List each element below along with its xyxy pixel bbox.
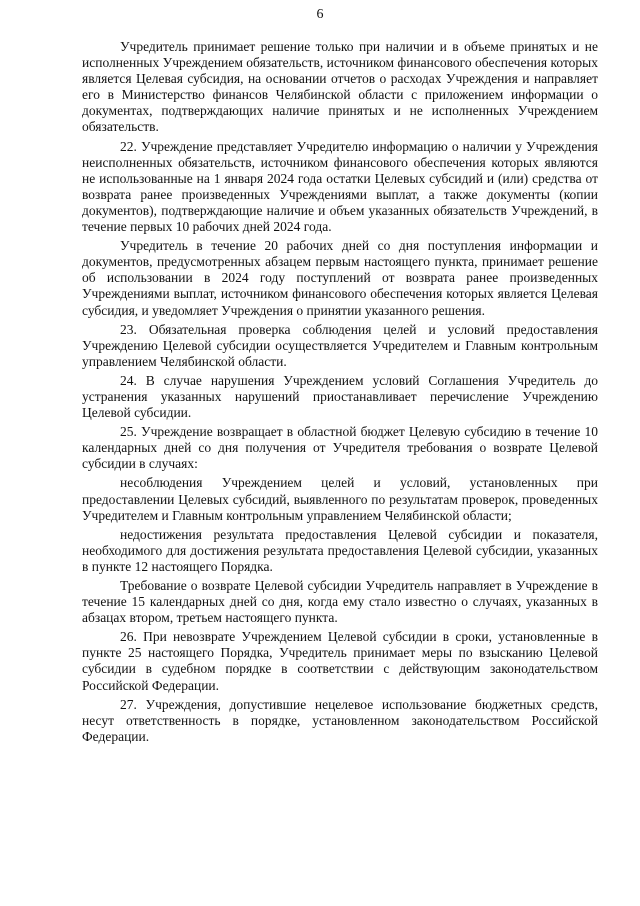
paragraph-item-27: 27. Учреждения, допустившие нецелевое использование бюджетных средств, несут ответственность в порядке, установленном законодательством Российской Федерации. <box>82 696 598 744</box>
paragraph-item-25-case-noncompliance: несоблюдения Учреждением целей и условий, установленных при предоставлении Целевых субсидий, выявленного по результатам проверок, проведенных Учредителем и Главным контрольным управлением Челябинской области; <box>82 475 598 523</box>
paragraph-item-25-demand: Требование о возврате Целевой субсидии Учредитель направляет в Учреждение в течение 15 календарных дней со дня, когда ему стало известно о случаях, указанных в абзацах втором, третьем настоящего пункта. <box>82 578 598 626</box>
paragraph-item-26: 26. При невозврате Учреждением Целевой субсидии в сроки, установленные в пункте 25 настоящего Порядка, Учредитель принимает меры по взысканию Целевой субсидии в судебном порядке в соответствии с действующим законодательством Российской Федерации. <box>82 629 598 693</box>
paragraph-decision-obligations: Учредитель принимает решение только при наличии и в объеме принятых и не исполненных Учреждением обязательств, источником финансового обеспечения которых является Целевая субсидия, на основании отчетов о расходах Учреждения и направляет его в Министерство финансов Челябинской области с приложением информации о документах, подтверждающих наличие принятых и не исполненных Учреждением обязательств. <box>82 39 598 135</box>
page-number: 6 <box>316 7 324 22</box>
paragraph-item-25-case-nonachievement: недостижения результата предоставления Целевой субсидии и показателя, необходимого для достижения результата предоставления Целевой субсидии, указанных в пункте 12 настоящего Порядка. <box>82 526 598 574</box>
document-body <box>82 39 598 748</box>
paragraph-item-22: 22. Учреждение представляет Учредителю информацию о наличии у Учреждения неисполненных обязательств, источником финансового обеспечения которых являются не использованные на 1 января 2024 года остатки Целевых субсидий и (или) средства от возврата ранее произведенных Учреждениями выплат, а также документы (копии документов), подтверждающие наличие и объем указанных обязательств Учреждений, в течение первых 10 рабочих дней 2024 года. <box>82 138 598 235</box>
paragraph-item-22-decision: Учредитель в течение 20 рабочих дней со дня поступления информации и документов, предусмотренных абзацем первым настоящего пункта, принимает решение об использовании в 2024 году поступлений от возврата ранее произведенных Учреждениями выплат, источником финансового обеспечения которых является Целевая субсидия, и уведомляет Учреждения о принятии указанного решения. <box>82 238 598 318</box>
paragraph-item-25: 25. Учреждение возвращает в областной бюджет Целевую субсидию в течение 10 календарных дней со дня получения от Учредителя требования о возврате Целевой субсидии в случаях: <box>82 424 598 472</box>
paragraph-item-24: 24. В случае нарушения Учреждением условий Соглашения Учредитель до устранения указанных нарушений приостанавливает перечисление Учреждению Целевой субсидии. <box>82 372 598 421</box>
paragraph-item-23: 23. Обязательная проверка соблюдения целей и условий предоставления Учреждению Целевой субсидии осуществляется Учредителем и Главным контрольным управлением Челябинской области. <box>82 321 598 369</box>
